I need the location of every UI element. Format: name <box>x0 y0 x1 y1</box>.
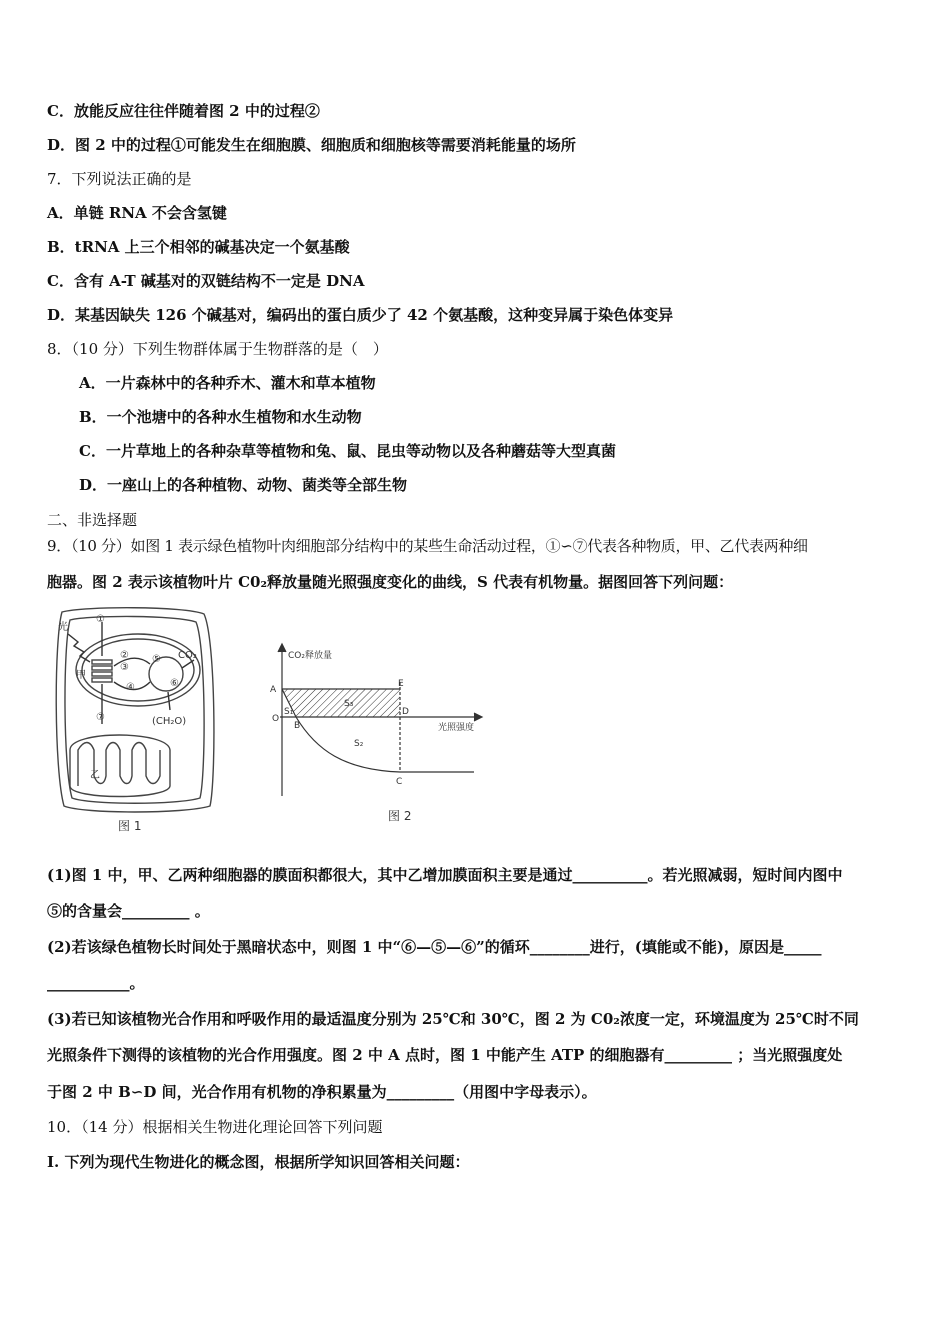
grana-stack-3 <box>92 672 112 676</box>
option-6c: C．放能反应往往伴随着图 2 中的过程② <box>47 102 320 120</box>
option-6d: D．图 2 中的过程①可能发生在细胞膜、细胞质和细胞核等需要消耗能量的场所 <box>47 136 576 154</box>
option-8c: C．一片草地上的各种杂草等植物和兔、鼠、昆虫等动物以及各种蘑菇等大型真菌 <box>79 442 616 460</box>
fig2-point-e: E <box>398 679 404 689</box>
fig2-point-c: C <box>396 777 403 787</box>
q9-part3-line3: 于图 2 中 B∽D 间，光合作用有机物的净积累量为_________（用图中字母表示）。 <box>47 1083 597 1101</box>
area-s3-hatched <box>282 689 400 717</box>
option-7b: B．tRNA 上三个相邻的碱基决定一个氨基酸 <box>47 238 350 256</box>
option-8d: D．一座山上的各种植物、动物、菌类等全部生物 <box>79 476 408 494</box>
option-8a: A．一片森林中的各种乔木、灌木和草本植物 <box>79 374 376 392</box>
x-axis-arrow <box>474 713 482 721</box>
fig1-label-7: ⑦ <box>96 712 105 723</box>
question-10-stem: 10．（14 分）根据相关生物进化理论回答下列问题 <box>47 1118 383 1136</box>
grana-stack-2 <box>92 666 112 670</box>
question-7-stem: 7．下列说法正确的是 <box>47 170 192 188</box>
q10-part1-intro: I. 下列为现代生物进化的概念图，根据所学知识回答相关问题： <box>47 1153 470 1171</box>
arrow-co2 <box>182 660 194 668</box>
figure-panel <box>44 600 484 840</box>
option-8b: B．一个池塘中的各种水生植物和水生动物 <box>79 408 362 426</box>
arrow-ch2o <box>168 692 170 710</box>
y-axis-arrow <box>278 644 286 652</box>
section-heading: 二、非选择题 <box>47 511 138 529</box>
question-9-stem-line2: 胞器。图 2 表示该植物叶片 C0₂释放量随光照强度变化的曲线，S 代表有机物量。据图回答下列问题： <box>47 573 734 591</box>
fig1-label-4: ④ <box>126 682 135 693</box>
fig1-label-1: ① <box>96 614 105 625</box>
figure-1-cell-diagram <box>56 608 214 812</box>
fig2-point-a: A <box>270 685 277 695</box>
fig2-point-o: O <box>272 714 280 724</box>
fig2-point-b: B <box>294 721 301 731</box>
fig2-area-s3: S₃ <box>344 699 354 709</box>
question-8-stem: 8．（10 分）下列生物群体属于生物群落的是（ ） <box>47 340 388 358</box>
q9-part2-line1: (2)若该绿色植物长时间处于黑暗状态中，则图 1 中“⑥—⑤—⑥”的循环________进行，(填能或不能)，原因是_____ <box>47 938 822 956</box>
q9-part3-line2: 光照条件下测得的该植物的光合作用强度。图 2 中 A 点时，图 1 中能产生 ATP 的细胞器有_________ ；当光照强度处 <box>47 1046 843 1064</box>
grana-stack-4 <box>92 678 112 682</box>
q9-part1-line1: (1)图 1 中，甲、乙两种细胞器的膜面积都很大，其中乙增加膜面积主要是通过__________。若光照减弱，短时间内图中 <box>47 866 843 884</box>
fig1-label-ch2o: (CH₂O) <box>152 716 187 727</box>
option-7a: A．单链 RNA 不会含氢键 <box>47 204 227 222</box>
cell-wall-inner <box>65 616 204 803</box>
q9-part1-line2: ⑤的含量会_________ 。 <box>47 902 210 920</box>
fig1-label-3: ③ <box>120 662 129 673</box>
option-7c: C．含有 A-T 碱基对的双链结构不一定是 DNA <box>47 272 365 290</box>
fig2-area-s2: S₂ <box>354 739 364 749</box>
fig1-caption: 图 1 <box>118 819 142 833</box>
fig1-label-light: 光 <box>58 622 68 633</box>
fig1-label-yi: 乙 <box>90 770 100 781</box>
fig2-area-s1: S₁ <box>284 707 294 717</box>
q9-part2-line2: ___________。 <box>47 974 145 992</box>
fig2-caption: 图 2 <box>388 809 412 823</box>
fig1-label-2: ② <box>120 650 129 661</box>
fig1-label-6: ⑥ <box>170 678 179 689</box>
q9-part3-line1: (3)若已知该植物光合作用和呼吸作用的最适温度分别为 25℃和 30℃，图 2 为 C0₂浓度一定，环境温度为 25℃时不同 <box>47 1010 859 1028</box>
fig2-ylabel: CO₂释放量 <box>288 651 332 661</box>
option-7d: D．某基因缺失 126 个碱基对，编码出的蛋白质少了 42 个氨基酸，这种变异属于染色体变异 <box>47 306 674 324</box>
fig2-point-d: D <box>402 707 409 717</box>
fig1-label-jia: 甲 <box>76 670 86 681</box>
question-9-stem-line1: 9．（10 分）如图 1 表示绿色植物叶肉细胞部分结构中的某些生命活动过程，①∽⑦代表各种物质，甲、乙代表两种细 <box>47 537 808 555</box>
figure-2-graph <box>278 644 482 796</box>
grana-stack-1 <box>92 660 112 664</box>
fig1-label-5: ⑤ <box>152 654 161 665</box>
fig1-label-co2: CO₂ <box>178 650 197 661</box>
fig2-xlabel: 光照强度 <box>438 723 475 733</box>
